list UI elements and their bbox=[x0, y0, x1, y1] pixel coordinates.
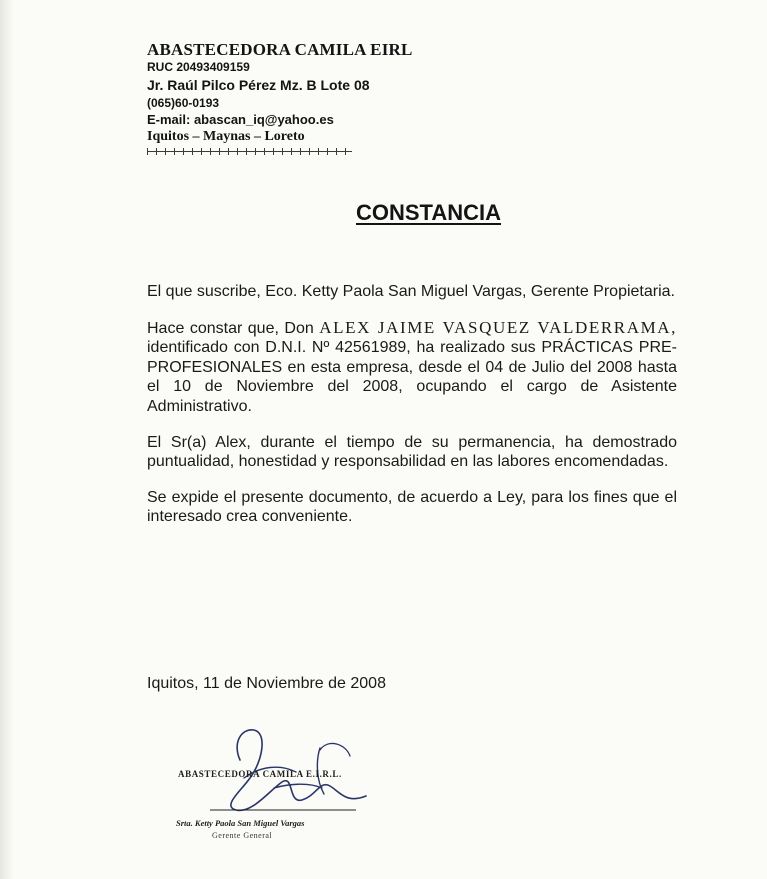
paragraph-certification-details: identificado con D.N.I. Nº 42561989, ha realizado sus PRÁCTICAS PRE-PROFESIONALES en esta empresa, desde el 04 de Julio del 2008 hasta el 10 de Noviembre del 2008, ocupando el cargo de Asistente Administrativo. bbox=[147, 339, 677, 415]
paragraph-signatory: El que suscribe, Eco. Ketty Paola San Miguel Vargas, Gerente Propietaria. bbox=[147, 283, 675, 300]
letterhead bbox=[147, 40, 567, 155]
date-line: Iquitos, 11 de Noviembre de 2008 bbox=[147, 675, 386, 692]
paragraph-closing: Se expide el presente documento, de acuerdo a Ley, para los fines que el interesado crea conveniente. bbox=[147, 488, 677, 526]
signature-stamp-graphic bbox=[170, 720, 430, 860]
signatory-name-text: Srta. Ketty Paola San Miguel Vargas bbox=[176, 818, 305, 828]
ornamental-divider bbox=[147, 148, 352, 155]
company-city: Iquitos – Maynas – Loreto bbox=[147, 129, 305, 144]
paragraph-certification bbox=[147, 318, 677, 417]
page-edge bbox=[0, 0, 14, 879]
company-ruc: RUC 20493409159 bbox=[147, 60, 250, 74]
stamp-company-text: ABASTECEDORA CAMILA E.I.R.L. bbox=[178, 769, 342, 779]
paragraph-conduct: El Sr(a) Alex, durante el tiempo de su permanencia, ha demostrado puntualidad, honestidad y responsabilidad en las labores encomendadas. bbox=[147, 433, 677, 471]
company-phone: (065)60-0193 bbox=[147, 96, 220, 110]
company-email: E-mail: abascan_iq@yahoo.es bbox=[147, 112, 334, 127]
document-body bbox=[147, 282, 677, 543]
signature-block bbox=[170, 720, 430, 860]
document-title: CONSTANCIA bbox=[355, 200, 502, 225]
student-name: ALEX JAIME VASQUEZ VALDERRAMA, bbox=[319, 317, 678, 337]
company-name: ABASTECEDORA CAMILA EIRL bbox=[147, 40, 413, 59]
signatory-role-text: Gerente General bbox=[212, 831, 273, 840]
paragraph-certification-intro: Hace constar que, Don bbox=[147, 319, 320, 337]
company-address: Jr. Raúl Pilco Pérez Mz. B Lote 08 bbox=[147, 77, 370, 93]
document-title-row bbox=[0, 200, 767, 226]
